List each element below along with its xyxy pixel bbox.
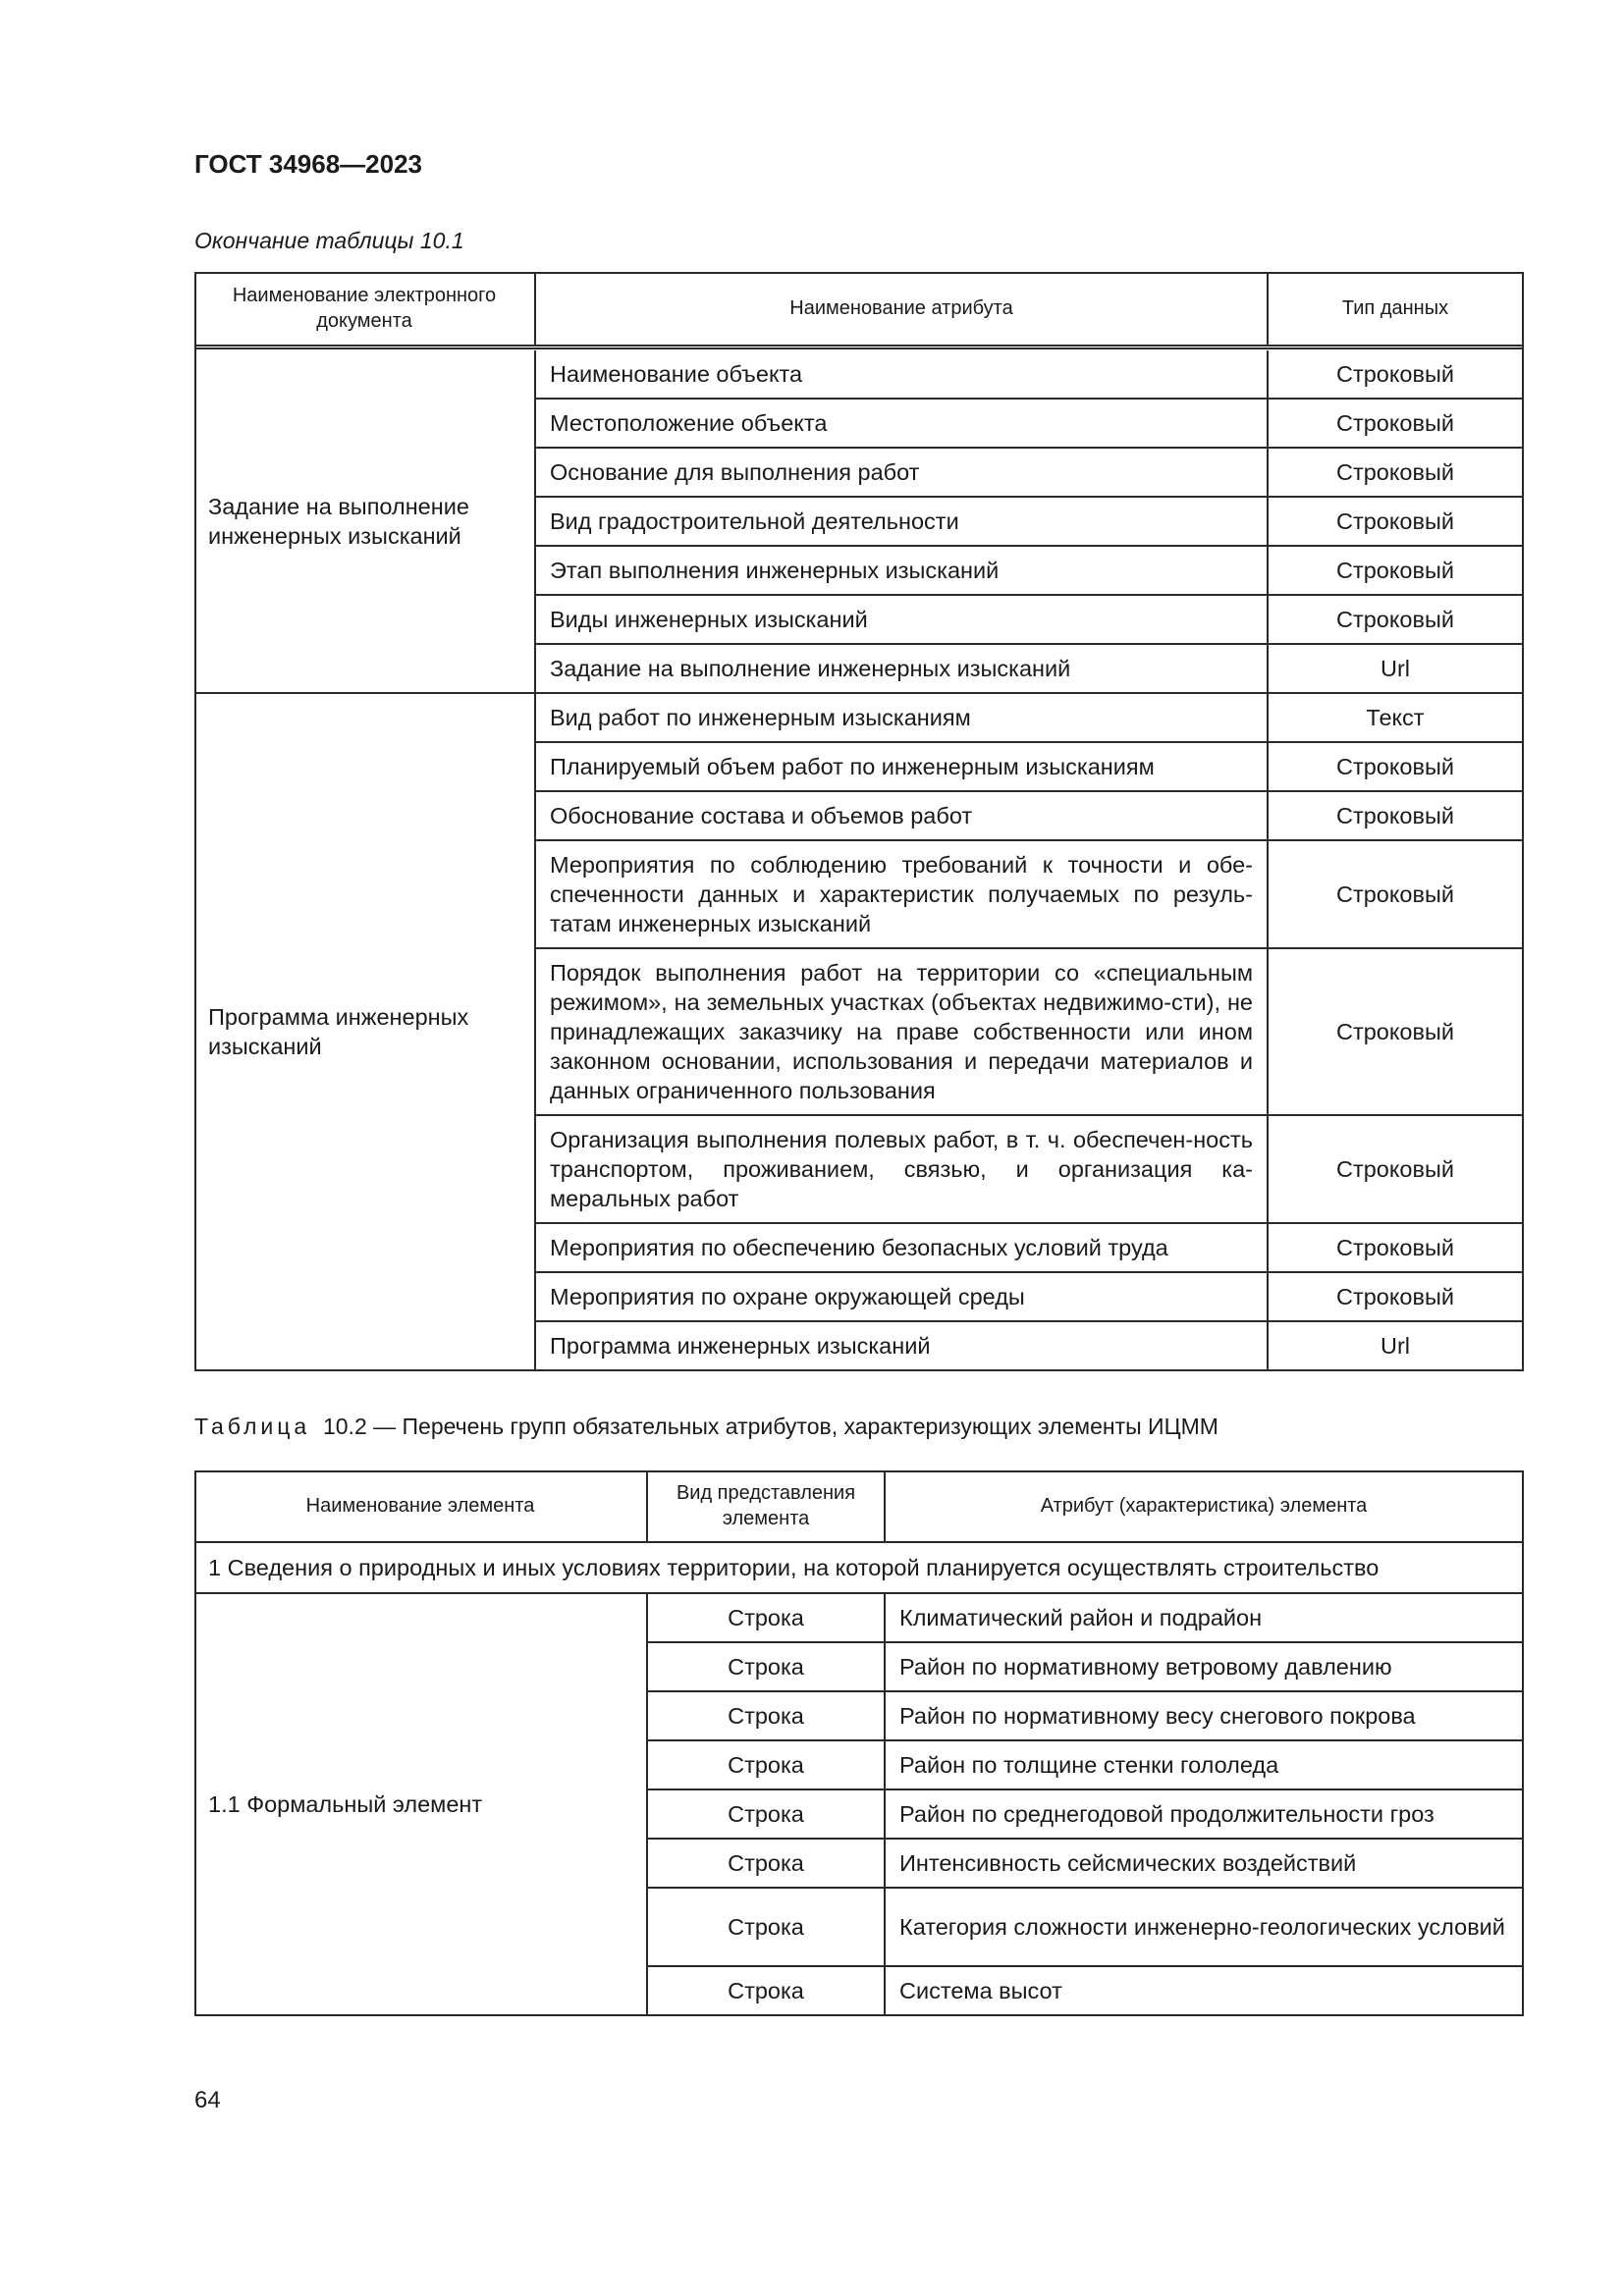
table2-element-name: 1.1 Формальный элемент — [194, 1594, 648, 2016]
table1-type: Строковый — [1269, 547, 1524, 596]
table1-type: Строковый — [1269, 841, 1524, 949]
table1-header-1: Наименование атрибута — [536, 272, 1269, 347]
table2-attribute: Район по среднегодовой продолжительности гроз — [886, 1790, 1524, 1840]
table1-type: Строковый — [1269, 1224, 1524, 1273]
table2-caption-prefix: Таблица — [194, 1414, 311, 1439]
table2-view: Строка — [648, 1741, 886, 1790]
table1-attribute: Мероприятия по обеспечению безопасных условий труда — [536, 1224, 1269, 1273]
table1-attribute: Программа инженерных изысканий — [536, 1322, 1269, 1371]
table1-header-0: Наименование электронного документа — [194, 272, 536, 347]
table1-attribute: Вид работ по инженерным изысканиям — [536, 694, 1269, 743]
table2-view: Строка — [648, 1840, 886, 1889]
page-number: 64 — [194, 2087, 221, 2113]
table1-type: Строковый — [1269, 596, 1524, 645]
table1-document-name: Программа инженерных изысканий — [194, 694, 536, 1371]
table2-caption — [194, 1414, 1218, 1440]
table1-type: Строковый — [1269, 400, 1524, 449]
table1-type: Строковый — [1269, 743, 1524, 792]
table1-attribute: Виды инженерных изысканий — [536, 596, 1269, 645]
table1-attribute: Этап выполнения инженерных изысканий — [536, 547, 1269, 596]
table2-view: Строка — [648, 1967, 886, 2016]
table2-header-2: Атрибут (характеристика) элемента — [886, 1470, 1524, 1543]
table1-attribute: Задание на выполнение инженерных изысканий — [536, 645, 1269, 694]
table1-type: Строковый — [1269, 350, 1524, 400]
document-id: ГОСТ 34968—2023 — [194, 149, 422, 179]
table1-type: Текст — [1269, 694, 1524, 743]
table2-view: Строка — [648, 1594, 886, 1643]
table1-attribute: Обоснование состава и объемов работ — [536, 792, 1269, 841]
table1-type: Строковый — [1269, 449, 1524, 498]
table1-attribute: Планируемый объем работ по инженерным изысканиям — [536, 743, 1269, 792]
table1-document-name: Задание на выполнение инженерных изысканий — [194, 350, 536, 694]
table2-view: Строка — [648, 1889, 886, 1967]
table2-view: Строка — [648, 1643, 886, 1692]
table2-attribute: Климатический район и подрайон — [886, 1594, 1524, 1643]
table2-attribute: Интенсивность сейсмических воздействий — [886, 1840, 1524, 1889]
table1-type: Строковый — [1269, 1116, 1524, 1224]
table2-attribute: Район по нормативному ветровому давлению — [886, 1643, 1524, 1692]
table1-type: Url — [1269, 645, 1524, 694]
table1-type: Url — [1269, 1322, 1524, 1371]
table1-type: Строковый — [1269, 792, 1524, 841]
table1-header-divider — [194, 347, 1524, 349]
table1-attribute: Вид градостроительной деятельности — [536, 498, 1269, 547]
table1-type: Строковый — [1269, 1273, 1524, 1322]
table1-type: Строковый — [1269, 498, 1524, 547]
table1-attribute: Мероприятия по соблюдению требований к точности и обе-спеченности данных и характеристик получаемых по резуль-татам инженерных изысканий — [536, 841, 1269, 949]
table2-section-row: 1 Сведения о природных и иных условиях территории, на которой планируется осуществлять строительство — [194, 1543, 1524, 1594]
table1-attribute: Порядок выполнения работ на территории со «специальным режимом», на земельных участках (объектах недвижимо-сти), не принадлежащих заказчику на праве собственности или ином законном основании, использования и передачи материалов и данных ограниченного пользования — [536, 949, 1269, 1116]
table1-attribute: Наименование объекта — [536, 350, 1269, 400]
table2-attribute: Категория сложности инженерно-геологических условий — [886, 1889, 1524, 1967]
table1-attribute: Организация выполнения полевых работ, в т. ч. обеспечен-ность транспортом, проживанием, связью, и организация ка-меральных работ — [536, 1116, 1269, 1224]
table2-header-1: Вид представления элемента — [648, 1470, 886, 1543]
table2-attribute: Система высот — [886, 1967, 1524, 2016]
table1-type: Строковый — [1269, 949, 1524, 1116]
table1-attribute: Основание для выполнения работ — [536, 449, 1269, 498]
table2-header-0: Наименование элемента — [194, 1470, 648, 1543]
table2-attribute: Район по нормативному весу снегового покрова — [886, 1692, 1524, 1741]
table1-attribute: Мероприятия по охране окружающей среды — [536, 1273, 1269, 1322]
table1-caption: Окончание таблицы 10.1 — [194, 228, 464, 253]
table2-caption-text: 10.2 — Перечень групп обязательных атрибутов, характеризующих элементы ИЦММ — [322, 1414, 1218, 1439]
table2-view: Строка — [648, 1790, 886, 1840]
table1-header-2: Тип данных — [1269, 272, 1524, 347]
table2-view: Строка — [648, 1692, 886, 1741]
table2-attribute: Район по толщине стенки гололеда — [886, 1741, 1524, 1790]
table1-attribute: Местоположение объекта — [536, 400, 1269, 449]
